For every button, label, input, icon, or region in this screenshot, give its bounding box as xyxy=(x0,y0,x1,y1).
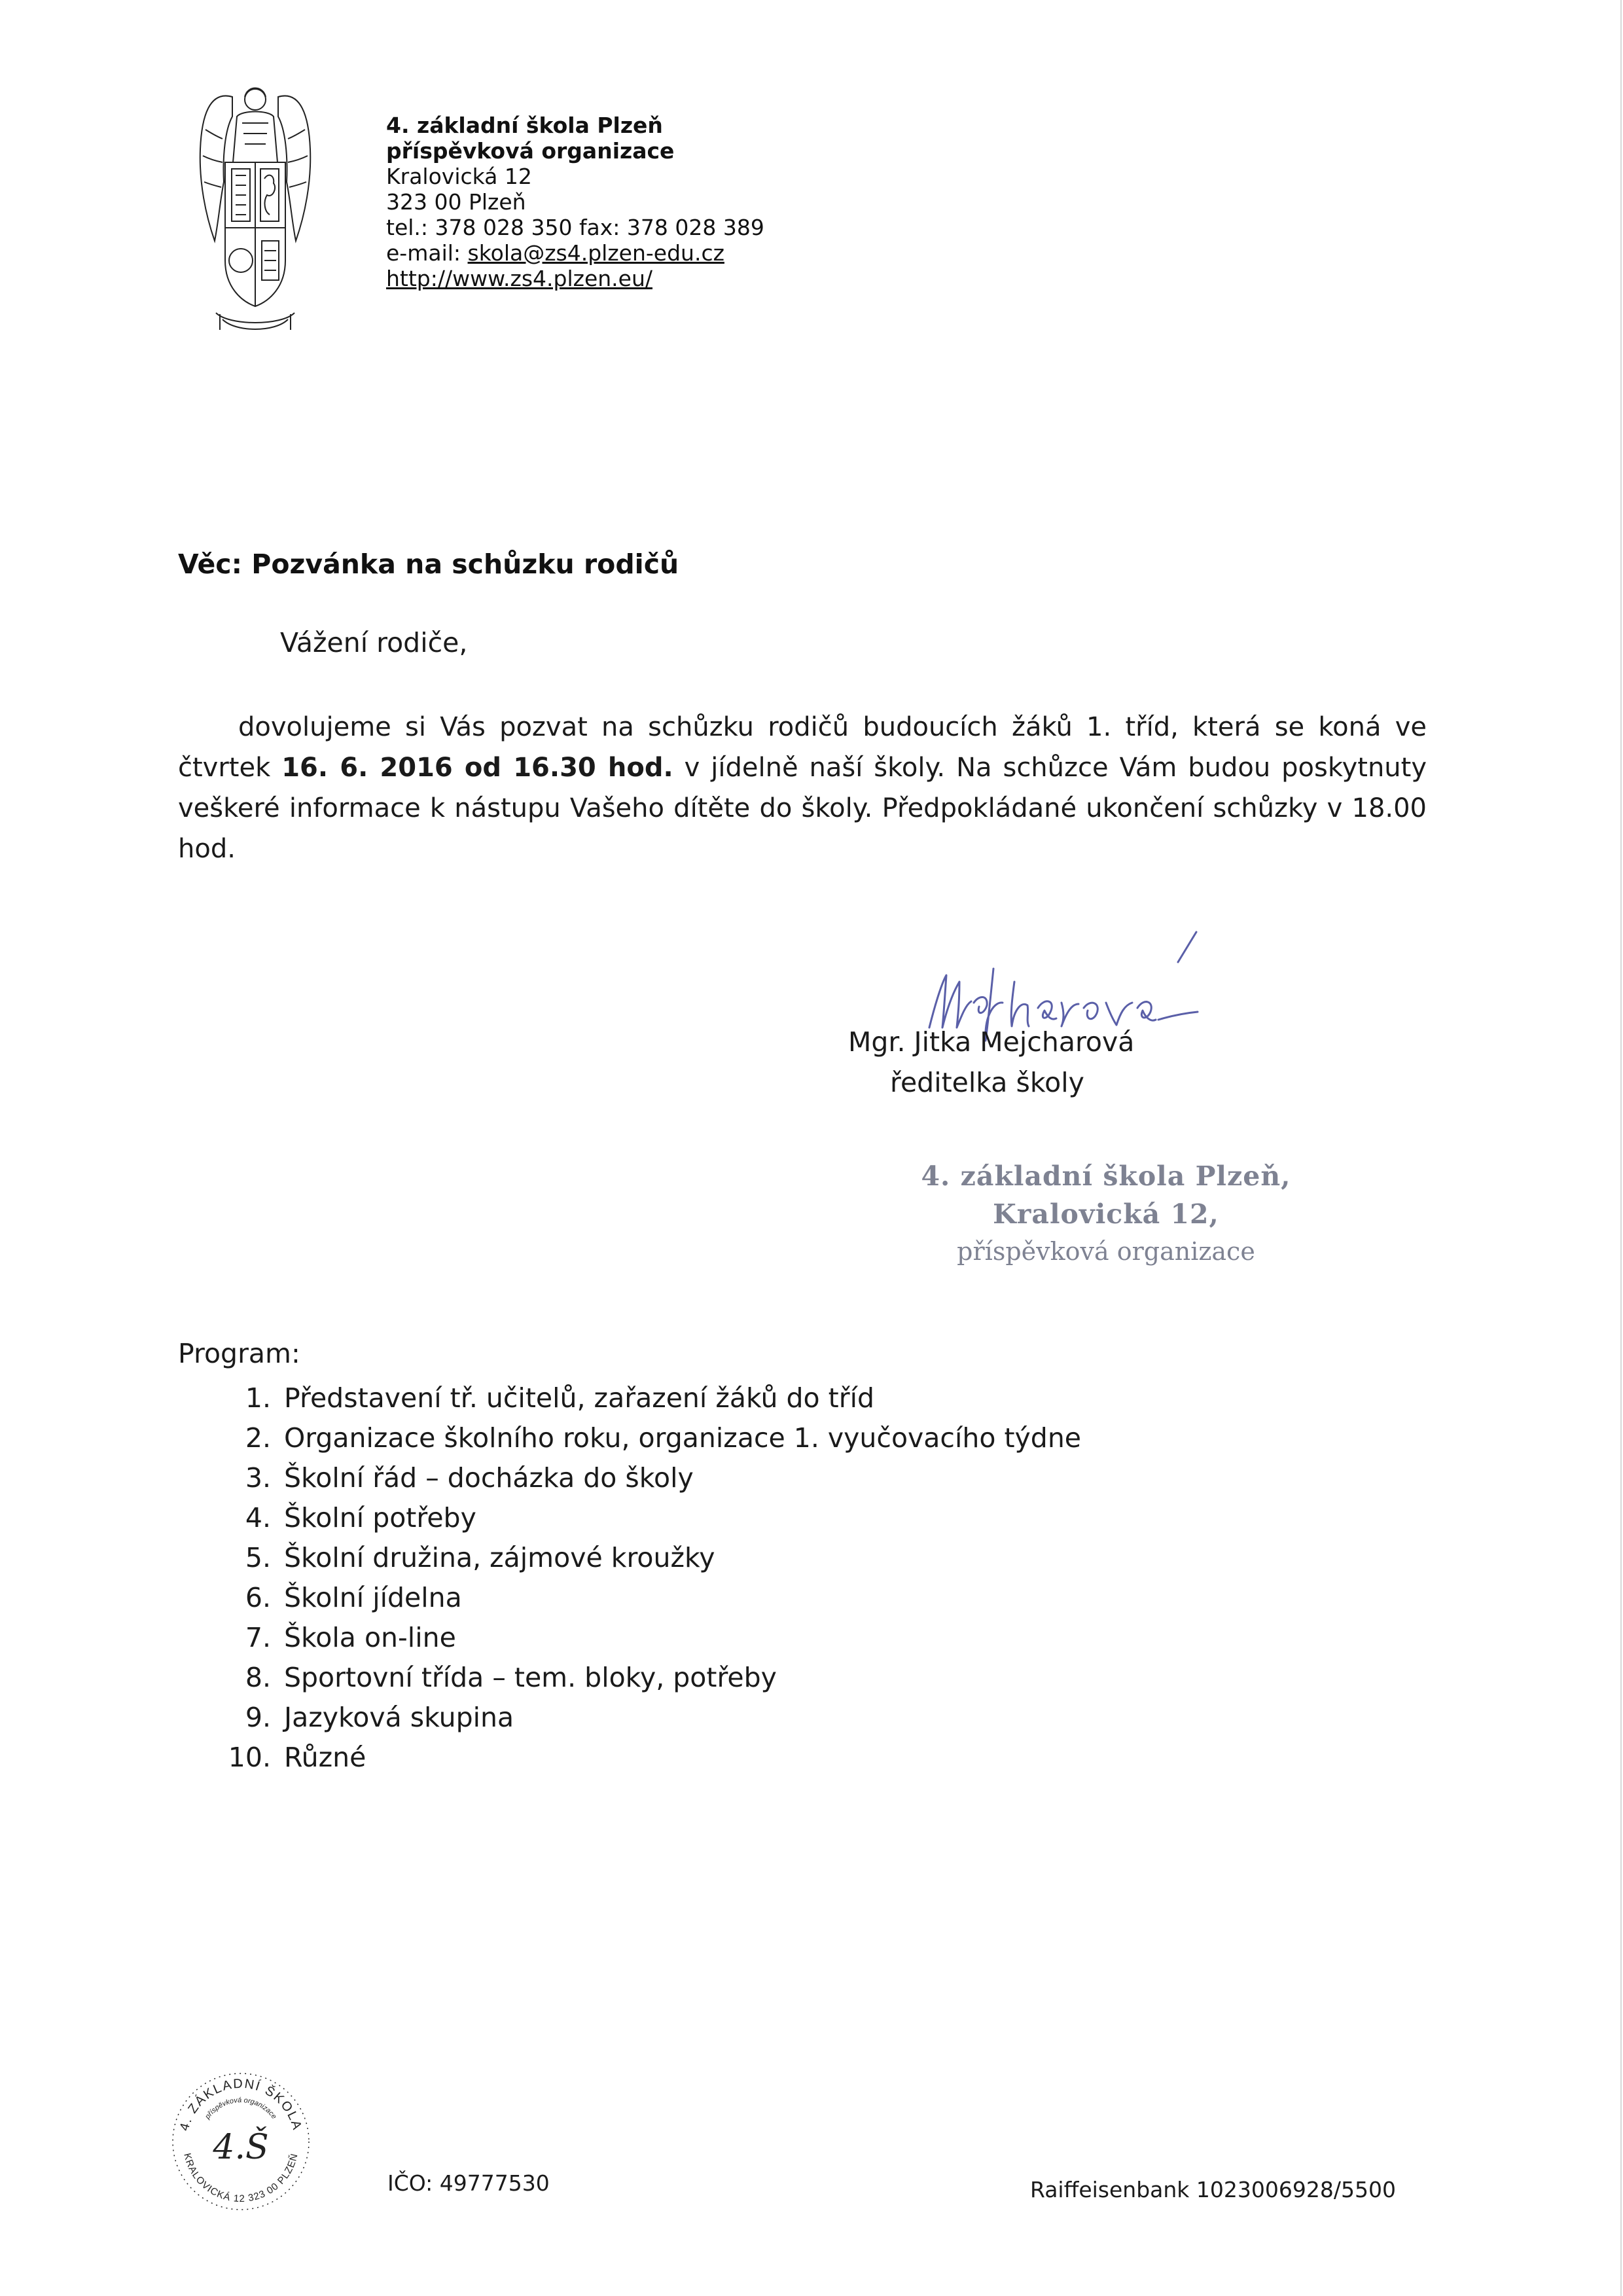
footer-logo-mark: 4.Š xyxy=(213,2128,269,2167)
program-item-text: Školní řád – docházka do školy xyxy=(284,1462,694,1494)
signatory-role: ředitelka školy xyxy=(890,1067,1084,1098)
school-header xyxy=(386,113,764,291)
school-crest-logo xyxy=(196,71,314,340)
footer-logo-arc-sub: příspěvková organizace xyxy=(204,2096,278,2121)
stamp-line-2: Kralovická 12, xyxy=(993,1198,1219,1230)
program-item-number: 4. xyxy=(245,1502,271,1534)
signatory-name: Mgr. Jitka Mejcharová xyxy=(848,1026,1135,1058)
email-prefix: e-mail: xyxy=(386,240,468,266)
meeting-date-time: 16. 6. 2016 od 16.30 hod. xyxy=(281,753,673,783)
stamp-line-3: příspěvková organizace xyxy=(957,1237,1255,1266)
phone-fax: tel.: 378 028 350 fax: 378 028 389 xyxy=(386,215,764,240)
school-stamp xyxy=(851,1157,1361,1270)
website-link[interactable]: http://www.zs4.plzen.eu/ xyxy=(386,266,653,291)
program-item-number: 3. xyxy=(245,1462,271,1494)
program-item-1 xyxy=(216,1378,1081,1418)
program-item-number: 5. xyxy=(245,1542,271,1573)
page-edge xyxy=(1620,0,1622,2296)
program-item-text: Sportovní třída – tem. bloky, potřeby xyxy=(284,1662,777,1693)
program-item-3 xyxy=(216,1458,1081,1498)
body-text-part1: dovolujeme si Vás pozvat na schůzku rodičů budoucích žáků 1. tříd, která se koná ve čtvrtek xyxy=(178,712,1427,783)
organization-type: příspěvková organizace xyxy=(386,138,675,164)
salutation: Vážení rodiče, xyxy=(280,627,468,658)
company-id: IČO: 49777530 xyxy=(387,2170,550,2196)
program-item-7 xyxy=(216,1618,1081,1658)
footer-round-logo xyxy=(168,2068,314,2215)
program-item-text: Organizace školního roku, organizace 1. vyučovacího týdne xyxy=(284,1422,1082,1454)
email-line xyxy=(386,240,764,266)
program-heading: Program: xyxy=(178,1338,300,1369)
program-item-text: Představení tř. učitelů, zařazení žáků do tříd xyxy=(284,1382,874,1414)
stamp-line-1: 4. základní škola Plzeň, xyxy=(921,1160,1291,1192)
program-item-text: Školní družina, zájmové kroužky xyxy=(284,1542,715,1573)
program-item-10 xyxy=(216,1738,1081,1778)
program-item-number: 10. xyxy=(228,1742,271,1773)
program-item-4 xyxy=(216,1498,1081,1538)
program-item-5 xyxy=(216,1538,1081,1578)
program-item-text: Školní potřeby xyxy=(284,1502,476,1534)
letter-subject: Věc: Pozvánka na schůzku rodičů xyxy=(178,548,679,580)
body-text-part2: v jídelně naší školy. Na schůzce Vám budou poskytnuty veškeré informace k nástupu Vašeho dítěte do školy. Předpokládané ukončení schůzky v 18.00 hod. xyxy=(178,753,1427,864)
program-item-text: Školní jídelna xyxy=(284,1582,462,1613)
svg-text:4. ZÁKLADNÍ ŠKOLA xyxy=(177,2077,304,2132)
program-item-6 xyxy=(216,1578,1081,1618)
program-item-number: 1. xyxy=(245,1382,271,1414)
program-list xyxy=(216,1378,1081,1778)
program-item-2 xyxy=(216,1418,1081,1458)
footer-logo-arc-top: 4. ZÁKLADNÍ ŠKOLA xyxy=(177,2076,305,2133)
footer-logo-arc-bottom: KRALOVICKÁ 12 323 00 PLZEŇ xyxy=(181,2152,300,2205)
city-address: 323 00 Plzeň xyxy=(386,189,526,215)
program-item-number: 9. xyxy=(245,1702,271,1733)
bank-account: Raiffeisenbank 1023006928/5500 xyxy=(1030,2177,1396,2202)
program-item-text: Škola on-line xyxy=(284,1622,456,1653)
program-item-9 xyxy=(216,1698,1081,1738)
program-item-number: 8. xyxy=(245,1662,271,1693)
school-name: 4. základní škola Plzeň xyxy=(386,113,663,138)
program-item-text: Různé xyxy=(284,1742,366,1773)
program-item-number: 2. xyxy=(245,1422,271,1454)
program-item-8 xyxy=(216,1658,1081,1698)
letter-body xyxy=(178,707,1427,869)
email-link[interactable]: skola@zs4.plzen-edu.cz xyxy=(467,240,724,266)
svg-text:příspěvková organizace xyxy=(204,2096,278,2121)
program-item-number: 7. xyxy=(245,1622,271,1653)
program-item-number: 6. xyxy=(245,1582,271,1613)
street-address: Kralovická 12 xyxy=(386,164,532,189)
program-item-text: Jazyková skupina xyxy=(284,1702,514,1733)
